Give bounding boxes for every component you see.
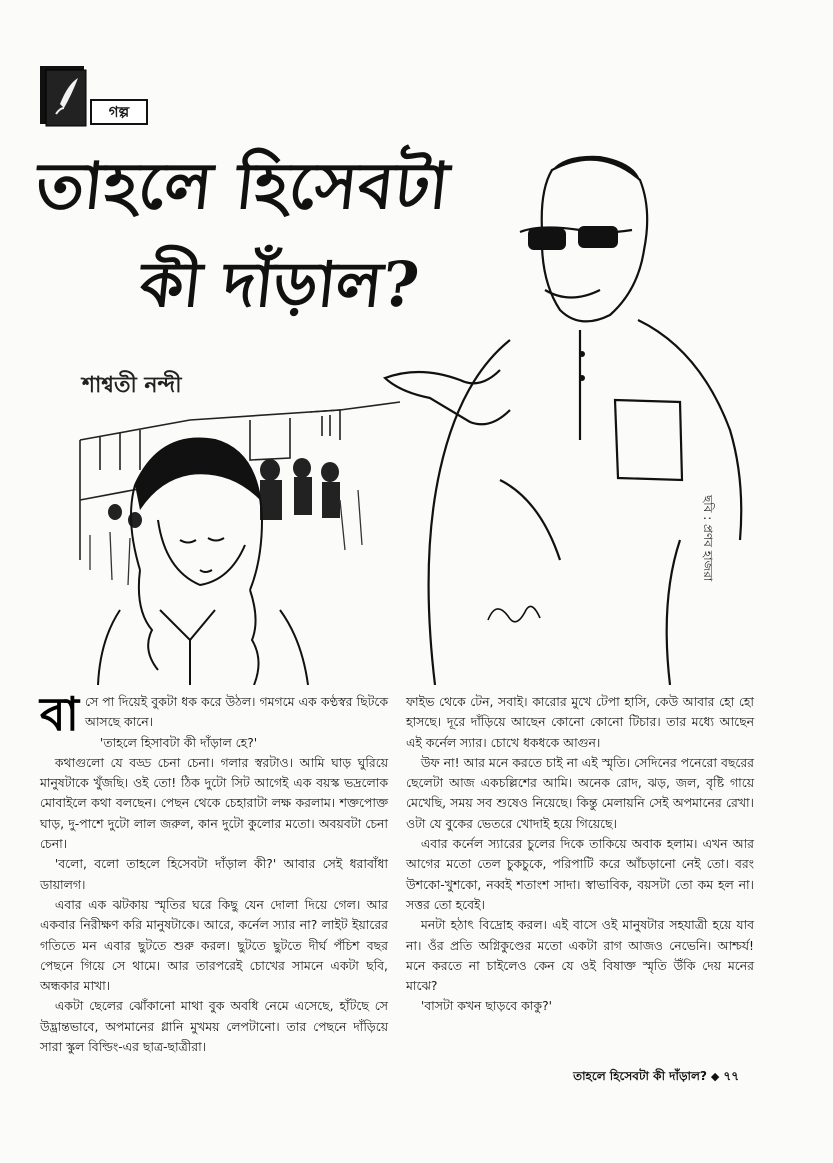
running-title: তাহলে হিসেবটা কী দাঁড়াল?	[573, 1069, 707, 1083]
book-logo-icon	[38, 64, 92, 128]
section-label: গল্প	[90, 99, 148, 125]
paragraph: এবার কর্নেল স্যারের চুলের দিকে তাকিয়ে অবাক হলাম। এখন আর আগের মতো তেল চুকচুকে, পরিপাটি করে আঁচড়ানো নেই তো। বরং উশকো-খুশকো, নব্বই শতাংশ সাদা। স্বাভাবিক, বয়সটা তো কম হল না। সত্তর তো হবেই।	[406, 836, 754, 912]
paragraph: মনটা হঠাৎ বিদ্রোহ করল। এই বাসে ওই মানুষটার সহযাত্রী হয়ে যাব না। ওঁর প্রতি অগ্নিকুণ্ডের মতো একটা রাগ আজও নেভেনি। আশ্চর্য! মনে করতে না চাইলেও কেন যে ওই বিষাক্ত স্মৃতি উঁকি দেয় মনের মাঝে?	[406, 917, 754, 994]
paragraph: এবার এক ঝটকায় স্মৃতির ঘরে কিছু যেন দোলা দিয়ে গেল। আর একবার নিরীক্ষণ করি মানুষটাকে। আরে, কর্নেল স্যার না? লাইট ইয়ারের গতিতে মন এবার ছুটতে শুরু করল। ছুটতে ছুটতে দীর্ঘ পঁচিশ বছর পেছনে গিয়ে সে থামে। আর তারপরেই চোখের সামনে একটা ছবি, অন্ধকার মাখা।	[40, 896, 388, 994]
paragraph: 'বলো, বলো তাহলে হিসেবটা দাঁড়াল কী?' আবার সেই ধরাবাঁধা ডায়ালগ।	[40, 856, 388, 892]
page-number: ৭৭	[723, 1069, 739, 1083]
paragraph: বাসে পা দিয়েই বুকটা ধক করে উঠল। গমগমে এক কণ্ঠস্বর ছিটকে আসছে কানে।	[40, 687, 388, 741]
paragraph: উফ না! আর মনে করতে চাই না এই স্মৃতি। সেদিনের পনেরো বছরের ছেলেটা আজ একচল্লিশের আমি। অনেক রোদ, ঝড়, জল, বৃষ্টি গায়ে মেখেছি, সময় সব শুষেও নিয়েছে। কিন্তু মেলায়নি সেই অপমানের রেখা। ওটা যে বুকের ভেতরে খোদাই হয়ে গিয়েছে।	[406, 754, 754, 831]
article-left-column	[40, 687, 388, 1057]
author-name: শাশ্বতী নন্দী	[82, 373, 182, 398]
paragraph: কথাগুলো যে বড্ড চেনা চেনা। গলার স্বরটাও। আমি ঘাড় ঘুরিয়ে মানুষটাকে খুঁজছি। ওই তো! ঠিক দুটো সিট আগেই এক বয়স্ক ভদ্রলোক মোবাইলে কথা বলছেন। পেছন থেকে চেহারাটা লক্ষ করলাম। শক্তপোক্ত ঘাড়, দু-পাশে দুটো লাল জরুল, কান দুটো কুলোর মতো। অবয়বটা চেনা চেনা।	[40, 754, 388, 852]
diamond-icon: ◆	[710, 1070, 720, 1083]
article-right-column	[406, 692, 754, 1017]
paragraph: ফাইভ থেকে টেন, সবাই। কারোর মুখে টেপা হাসি, কেউ আবার হো হো হাসছে। দূরে দাঁড়িয়ে আছেন কোনো কোনো টিচার। তার মধ্যে আছেন এই কর্নেল স্যার। চোখে ধকধকে আগুন।	[406, 694, 754, 750]
story-title-line-1: তাহলে হিসেবটা	[32, 149, 454, 224]
drop-cap: বা	[40, 687, 79, 741]
story-title-line-2: কী দাঁড়াল?	[136, 248, 423, 321]
page-footer	[573, 1068, 739, 1088]
illustration-credit: ছবি : প্রণব হাজরা	[701, 495, 715, 582]
paragraph: 'বাসটা কখন ছাড়বে কাকু?'	[420, 998, 553, 1014]
paragraph: একটা ছেলের ঝোঁকানো মাথা বুক অবধি নেমে এসেছে, হাঁটছে সে উদ্ভ্রান্তভাবে, অপমানের গ্লানি মুখময় লেপটানো। তার পেছনে দাঁড়িয়ে সারা স্কুল বিল্ডিং-এর ছাত্র-ছাত্রীরা।	[40, 998, 388, 1055]
paragraph: 'তাহলে হিসাবটা কী দাঁড়াল হে?'	[99, 734, 258, 750]
